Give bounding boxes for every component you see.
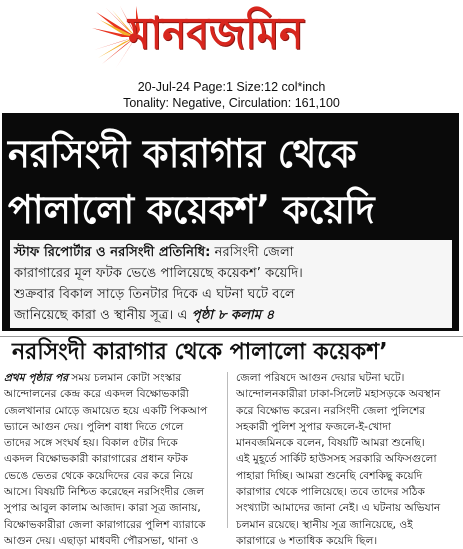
body-line: বিক্ষোভকারীরা জেলা কারাগারের পুলিশ ব্যারাকে: [4, 518, 206, 531]
headline-line1: নরসিংদী কারাগার থেকে: [8, 132, 357, 177]
lead-paragraph: [14, 242, 450, 326]
body-line: কারাগার থেকে পালিয়েছে। তবে তাদের সঠিক: [236, 486, 425, 499]
continuation-note: পৃষ্ঠা ৮ কলাম ৪: [191, 308, 275, 323]
clip-meta-line1: 20-Jul-24 Page:1 Size:12 col*inch: [137, 80, 326, 94]
sub-headline: নরসিংদী কারাগার থেকে পালালো কয়েকশ’: [12, 339, 388, 365]
body-line: [4, 370, 218, 386]
body-line: পাহারা দিচ্ছি। আমরা শুনেছি বেশকিছু কয়েদি: [236, 469, 423, 482]
body-line: সংখ্যাটা আমাদের জানা নেই। এ ঘটনায় অভিযান: [236, 502, 441, 515]
body-line: এই মুহূর্তে সার্কিট হাউসসহ সরকারি অফিসগুলো: [236, 453, 437, 466]
body-line: জেলখানার মোড়ে জমায়েত হয়ে একটি পিকআপ: [4, 404, 208, 417]
column-divider: [227, 372, 228, 528]
masthead: [0, 0, 463, 78]
body-line: আগুন দেয়। এছাড়া মাধবদী পৌরসভা, থানা ও: [4, 534, 199, 547]
lead-line2: কারাগারের মূল ফটক ভেঙে পালিয়েছে কয়েকশ’ কয়েদি।: [14, 266, 303, 281]
body-line: তাদের সঙ্গে সংঘর্ষ হয়। বিকাল ৫টার দিকে: [4, 437, 178, 450]
lead-byline: স্টাফ রিপোর্টার ও নরসিংদী প্রতিনিধি:: [14, 245, 211, 260]
first-page-label: প্রথম পৃষ্ঠার পর: [4, 372, 69, 384]
body-line: কারাগারে ৬ শতাধিক কয়েদি ছিল।: [236, 534, 378, 547]
body-column-right: [236, 370, 458, 549]
headline-line2: পালালো কয়েকশ’ কয়েদি: [8, 188, 375, 233]
body-line: জেলা পরিষদে আগুন দেয়ার ঘটনা ঘটে।: [236, 372, 405, 384]
body-line: সুপার আবুল কালাম আজাদ। কারা সূত্র জানায়,: [4, 502, 201, 515]
clip-meta-line2: Tonality: Negative, Circulation: 161,100: [123, 96, 340, 110]
body-line: আন্দোলনকারীরা ঢাকা-সিলেট মহাসড়কে অবস্থান: [236, 388, 441, 401]
masthead-logo: মানবজমিন: [128, 8, 304, 59]
body-line: ভেঙে ভেতর থেকে কয়েদিদের বের করে নিয়ে: [4, 469, 193, 482]
lead-line1-rest: নরসিংদী জেলা: [210, 245, 294, 260]
body-line: মানবজমিনকে বলেন, বিষয়টি আমরা শুনেছি।: [236, 437, 425, 450]
body-line: আসে। বিষয়টি নিশ্চিত করেছেন নরসিংদীর জেল: [4, 486, 205, 499]
lead-line3: শুক্রবার বিকাল সাড়ে তিনটার দিকে এ ঘটনা ঘটে বলে: [14, 287, 295, 302]
body-column-left: [4, 370, 218, 549]
body-line: আন্দোলনের কেন্দ্র করে একদল বিক্ষোভকারী: [4, 388, 189, 401]
body-line: একদল বিক্ষোভকারী কারাগারের প্রধান ফটক: [4, 453, 188, 466]
body-line-rest: সময় চলমান কোটা সংস্কার: [68, 372, 182, 384]
body-line: ভ্যানে আগুন দেয়। পুলিশ বাধা দিতে গেলে: [4, 420, 184, 433]
body-line: চলমান রয়েছে। স্থানীয় সূত্র জানিয়েছে, ওই: [236, 518, 413, 531]
body-line: সহকারী পুলিশ সুপার ফজলে-ই-খোদা: [236, 420, 391, 433]
lead-line4: জানিয়েছে কারা ও স্থানীয় সূত্র। এ: [14, 308, 188, 323]
body-line: করে বিক্ষোভ করেন। নরসিংদী জেলা পুলিশের: [236, 404, 426, 417]
